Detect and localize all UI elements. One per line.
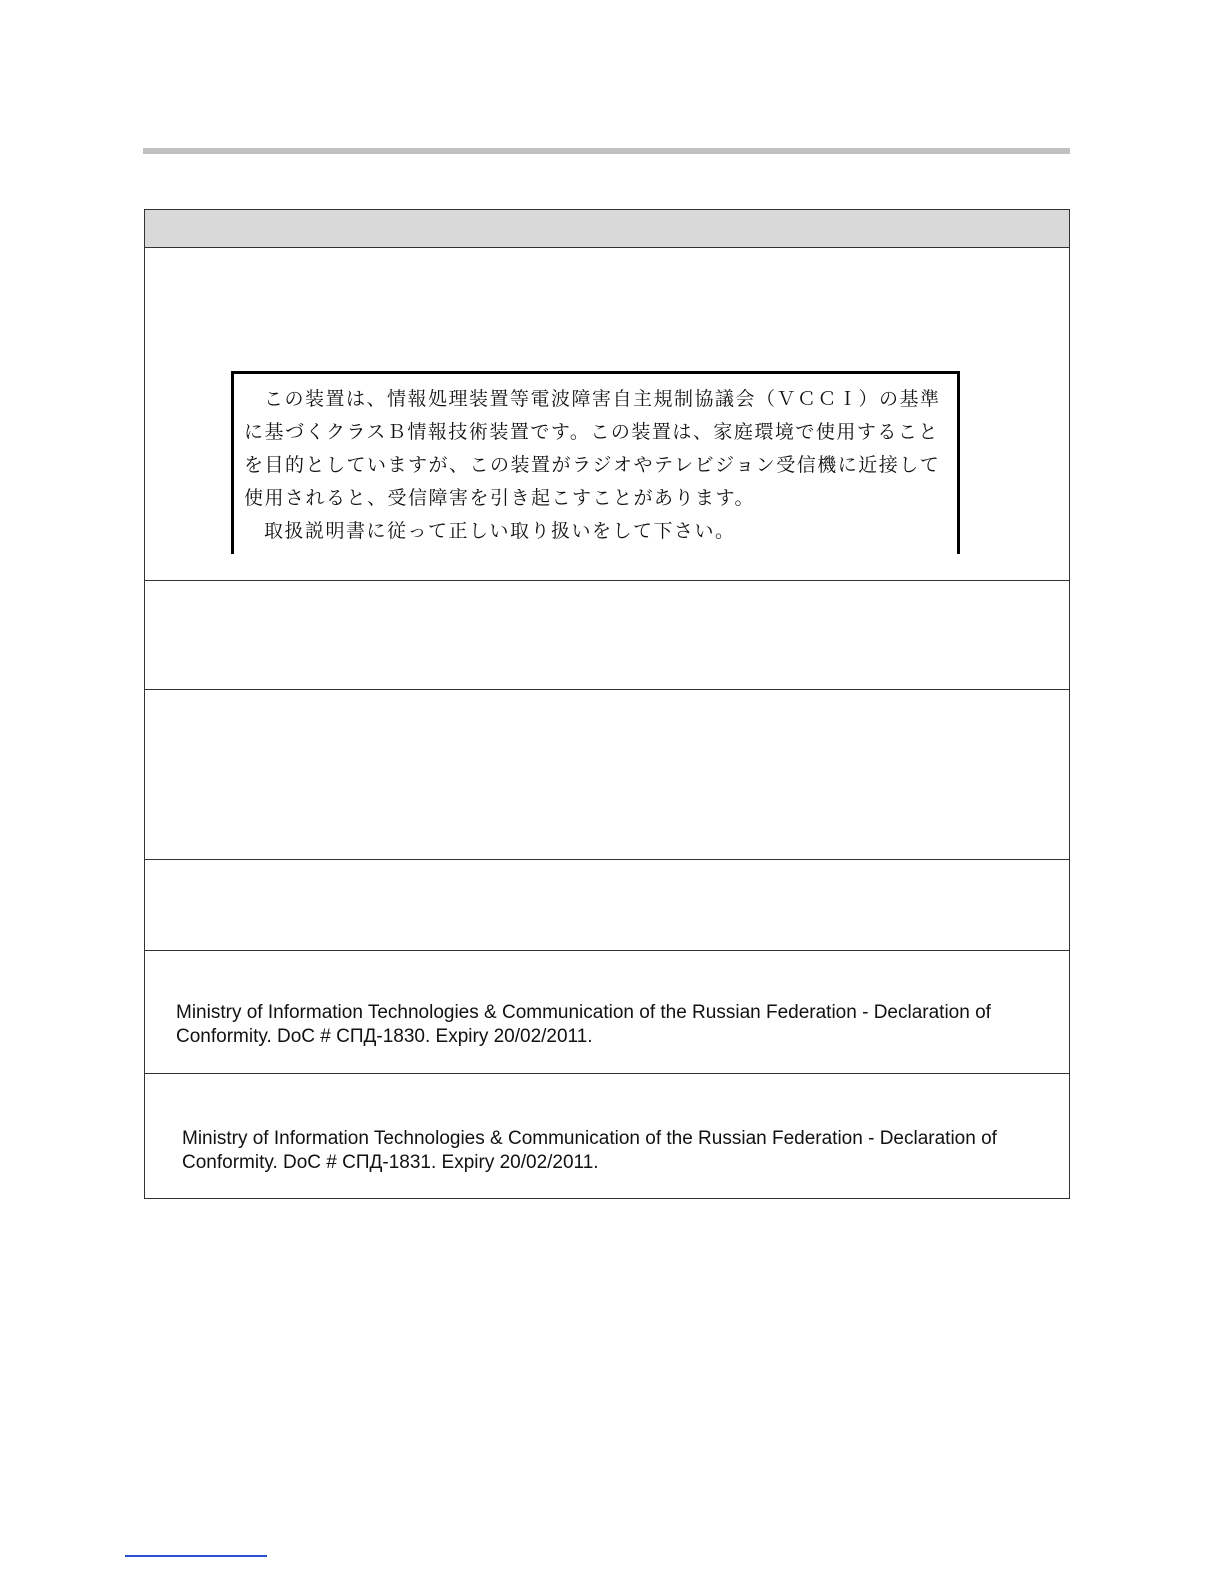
vcci-notice-box: [231, 371, 960, 554]
vcci-notice-line-4: 使用されると、受信障害を引き起こすことがあります。: [244, 487, 755, 509]
vcci-notice-line-1: この装置は、情報処理装置等電波障害自主規制協議会（ＶＣＣＩ）の基準: [264, 388, 941, 410]
russia-declaration-row-1: [145, 951, 1069, 1074]
footer-rule: [125, 1555, 267, 1557]
russia-declaration-1-line-1: Ministry of Information Technologies & Communication of the Russian Federation - Declaration of: [176, 1002, 991, 1023]
table-row: [145, 690, 1069, 860]
russia-declaration-2-line-1: Ministry of Information Technologies & Communication of the Russian Federation - Declaration of: [182, 1128, 997, 1149]
table-header-row: [145, 210, 1069, 248]
russia-declaration-row-2: [145, 1074, 1069, 1198]
table-row: [145, 581, 1069, 690]
vcci-notice-line-5: 取扱説明書に従って正しい取り扱いをして下さい。: [264, 520, 736, 542]
vcci-notice-row: [145, 248, 1069, 581]
regulatory-notices-table: [144, 209, 1070, 1199]
russia-declaration-2-line-2: Conformity. DoC # СПД-1831. Expiry 20/02/2011.: [182, 1152, 599, 1173]
russia-declaration-text-1: [176, 1001, 991, 1049]
vcci-notice-line-2: に基づくクラスＢ情報技術装置です。この装置は、家庭環境で使用すること: [244, 421, 939, 443]
vcci-notice-line-3: を目的としていますが、この装置がラジオやテレビジョン受信機に近接して: [244, 454, 941, 476]
table-row: [145, 860, 1069, 951]
russia-declaration-text-2: [182, 1127, 997, 1175]
russia-declaration-1-line-2: Conformity. DoC # СПД-1830. Expiry 20/02/2011.: [176, 1026, 593, 1047]
header-rule: [143, 148, 1070, 154]
